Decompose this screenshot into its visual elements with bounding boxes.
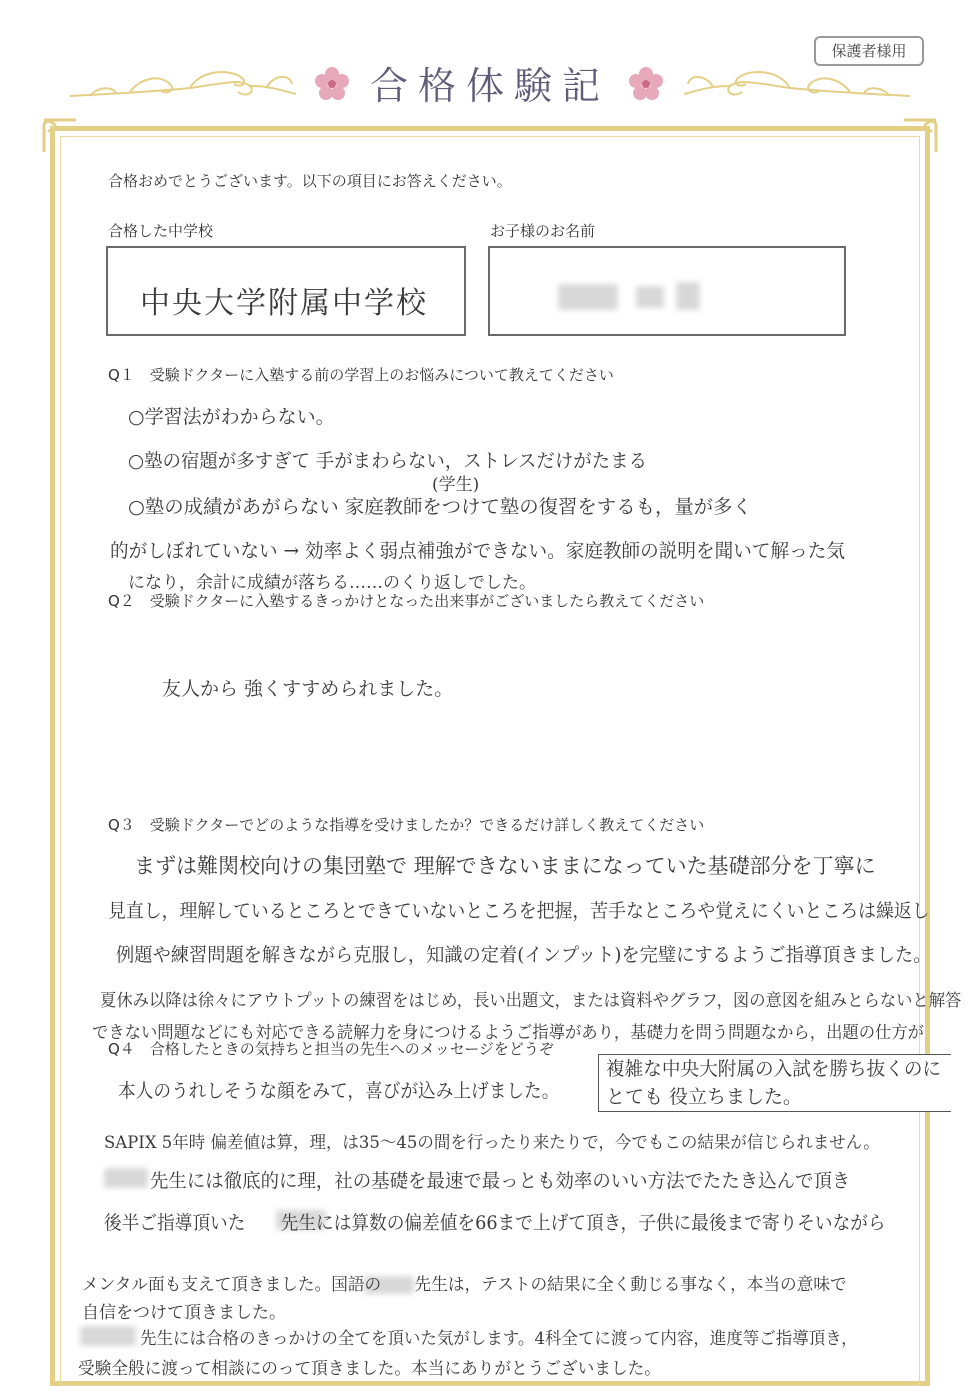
usage-badge: 保護者様用 [814,36,924,66]
q4-answer-line: SAPIX 5年時 偏差値は算，理，は35〜45の間を行ったり来たりで，今でもこの結果が信じられません。 [104,1133,880,1153]
name-box [488,246,846,336]
q1-answer-line: ○学習法がわからない。 [128,406,335,428]
q3-answer-line: 夏休み以降は徐々にアウトプットの練習をはじめ，長い出題文，または資料やグラフ，図の意図を組みとらないと解答 [100,991,962,1011]
q4-answer-line: 自信をつけて頂きました。 [82,1303,286,1323]
q4-answer-line: 本人のうれしそうな顔をみて，喜びが込み上げました。 [118,1080,560,1102]
name-redaction [558,284,618,310]
name-redaction [636,286,664,308]
q4-answer-line: 先生には徹底的に理，社の基礎を最速で最っとも効率のいい方法でたたき込んで頂き [150,1170,851,1192]
q1-question: Q１ 受験ドクターに入塾する前の学習上のお悩みについて教えてください [108,366,614,384]
teacher-name-redaction [80,1326,136,1346]
q4-question: Q４ 合格したときの気持ちと担当の先生へのメッセージをどうぞ [108,1040,554,1058]
right-ornament-icon [680,64,910,108]
q2-question: Q２ 受験ドクターに入塾するきっかけとなった出来事がございましたら教えてください [108,592,705,610]
q3-answer-line: まずは難関校向けの集団塾で 理解できないままになっていた基礎部分を丁寧に [134,854,876,878]
intro-text: 合格おめでとうございます。以下の項目にお答えください。 [108,172,512,190]
school-value: 中央大学附属中学校 [140,286,428,321]
q3-continuation-line: 複雑な中央大附属の入試を勝ち抜くのに [606,1058,942,1080]
q4-answer-line: 後半ご指導頂いた 先生には算数の偏差値を66まで上げて頂き，子供に最後まで寄りそいながら [104,1212,886,1234]
q1-answer-line: 的がしぼれていない → 効率よく弱点補強ができない。家庭教師の説明を聞いて解った気 [110,540,846,562]
q4-answer-line: メンタル面も支えて頂きました。国語の 先生は，テストの結果に全く動じる事なく，本当の意味で [82,1275,847,1295]
corner-ornament-icon [900,116,940,156]
q1-answer-line: ○塾の宿題が多すぎて 手がまわらない，ストレスだけがたまる [128,450,648,472]
corner-ornament-icon [40,116,80,156]
q3-continuation-line: とても 役立ちました。 [606,1086,803,1108]
page-title: 合格体験記 [370,64,611,108]
q3-question: Q３ 受験ドクターでどのような指導を受けましたか？できるだけ詳しく教えてください [108,816,705,834]
q4-answer-line: 受験全般に渡って相談にのって頂きました。本当にありがとうございました。 [78,1359,661,1379]
q3-answer-line: 例題や練習問題を解きながら克服し，知識の定着(インプット)を完璧にするようご指導頂きました。 [116,944,932,966]
q2-answer-line: 友人から 強くすすめられました。 [162,678,454,700]
q3-answer-line: できない問題などにも対応できる読解力を身につけるようご指導があり，基礎力を問う問題なから，出題の仕方が [92,1023,925,1043]
q1-note: (学生) [432,475,480,495]
left-flower-icon [314,66,350,102]
name-label: お子様のお名前 [490,222,596,240]
teacher-name-redaction [104,1168,148,1188]
right-flower-icon [628,66,664,102]
q4-answer-line: 先生には合格のきっかけの全てを頂いた気がします。4科全てに渡って内容，進度等ご指導頂き， [140,1329,858,1349]
q3-answer-line: 見直し，理解しているところとできていないところを把握，苦手なところや覚えにくいところは繰返し [108,900,930,922]
name-redaction [676,282,700,310]
school-label: 合格した中学校 [108,222,214,240]
q1-answer-line: になり，余計に成績が落ちる……のくり返しでした。 [128,573,536,593]
left-ornament-icon [70,64,300,108]
q1-answer-line: ○塾の成績があがらない 家庭教師をつけて塾の復習をするも，量が多く [128,496,752,518]
